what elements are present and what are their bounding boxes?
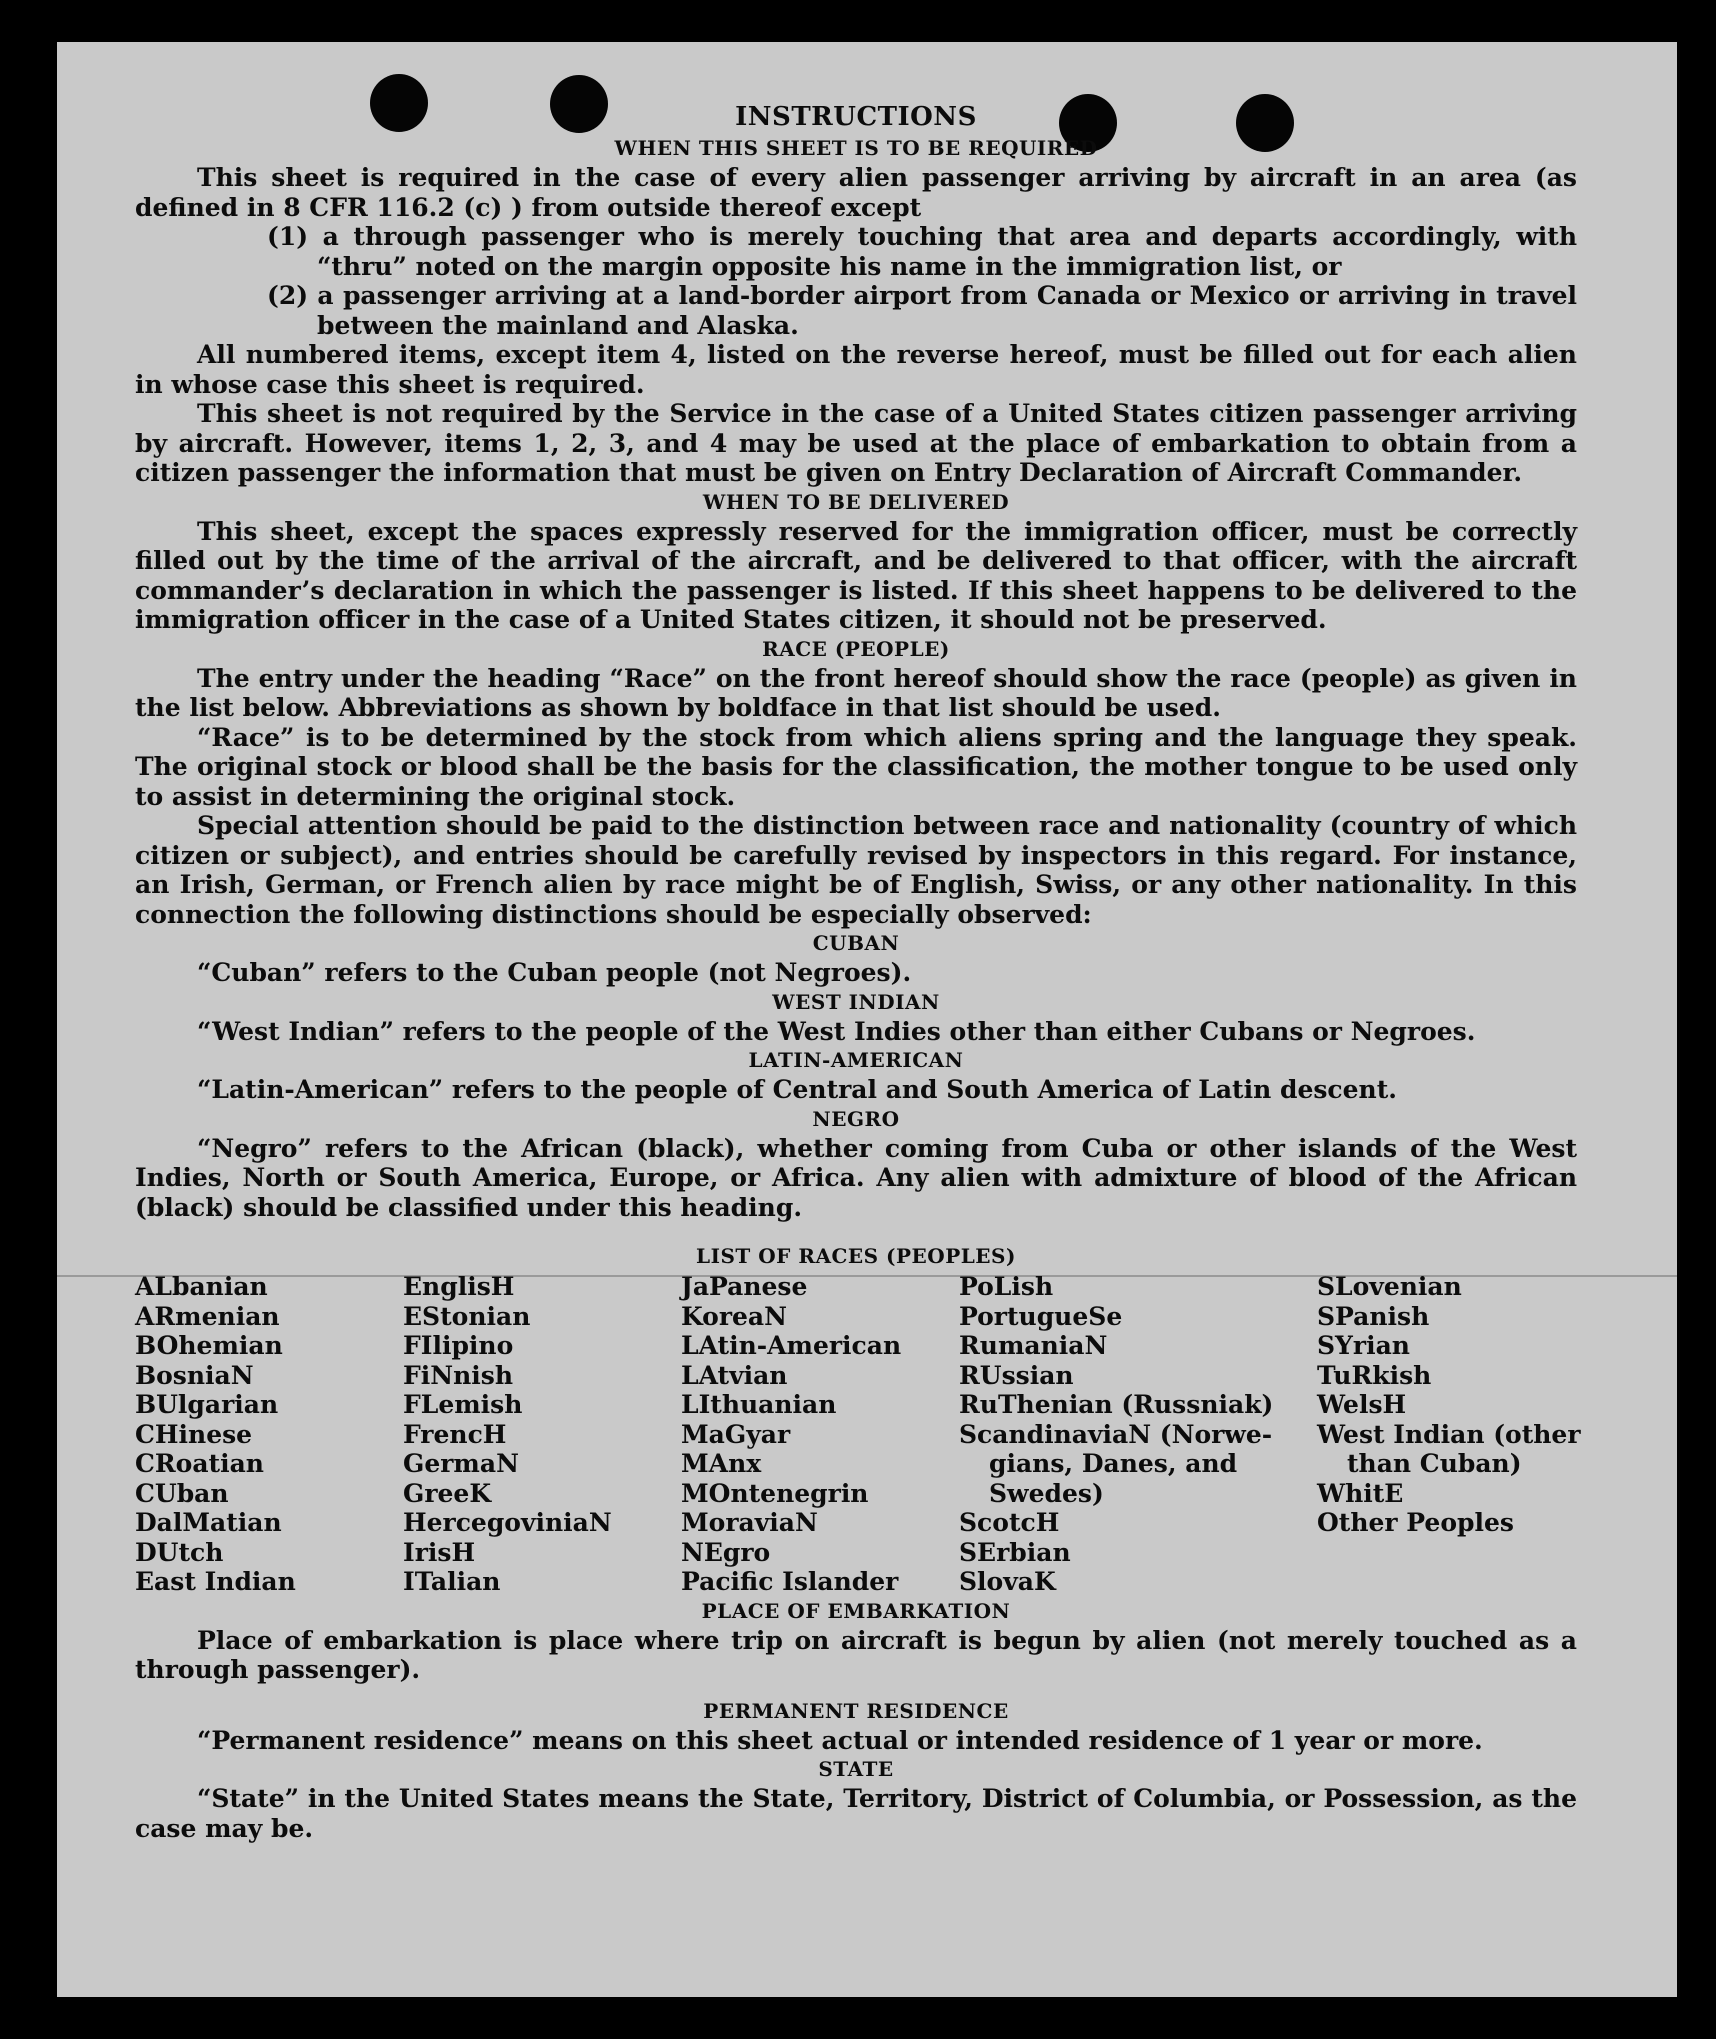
race-entry: LAtin-American [681,1331,902,1360]
race-entry: EnglisH [403,1272,515,1301]
race-entry: BOhemian [135,1331,283,1360]
instructions-body [135,102,1581,1843]
paragraph: “Permanent residence” means on this sheet actual or intended residence of 1 year or more. [197,1725,1483,1755]
race-entry: MoraviaN [681,1508,818,1537]
race-entry: TuRkish [1317,1360,1432,1390]
document-page [57,42,1677,1997]
race-entry: ScandinaviaN (Norwe- [959,1419,1273,1449]
race-entry: Pacific Islander [681,1567,899,1596]
race-entry: MOntenegrin [681,1478,869,1508]
race-entry: PoLish [959,1272,1054,1301]
race-entry: Swedes) [989,1478,1104,1508]
section-heading: WHEN TO BE DELIVERED [702,489,1010,514]
list-item: (1) a through passenger who is merely touching that area and departs accordingly, with “thru” noted on the margin opposite his name in the immigration list, or [267,222,1577,281]
race-entry: IrisH [403,1537,476,1567]
race-entry: MAnx [681,1449,762,1478]
race-entry: DUtch [135,1537,224,1567]
race-entry: GermaN [403,1449,519,1478]
races-column [959,1272,1299,1597]
section-heading: PERMANENT RESIDENCE [703,1698,1009,1723]
race-entry: NEgro [681,1537,771,1567]
race-entry: ScotcH [959,1508,1060,1537]
race-entry: Other Peoples [1317,1508,1514,1537]
races-column [135,1272,385,1597]
race-entry: WhitE [1317,1478,1404,1508]
section-heading: NEGRO [812,1106,900,1131]
section-heading: PLACE OF EMBARKATION [701,1598,1011,1623]
race-entry: EStonian [403,1301,531,1331]
race-entry: WelsH [1317,1390,1407,1419]
race-entry: PortugueSe [959,1301,1123,1331]
race-entry: ARmenian [135,1301,280,1331]
races-column [681,1272,941,1597]
section-heading: LATIN-AMERICAN [748,1048,964,1072]
paragraph: “Negro” refers to the African (black), whether coming from Cuba or other islands of the West Indies, North or South America, Europe, or Africa. Any alien with admixture of blood of the African (black) should be classified under this heading. [135,1133,1577,1222]
race-entry: East Indian [135,1567,296,1596]
race-entry: RUssian [959,1360,1074,1390]
race-entry: CUban [135,1478,229,1508]
race-entry: RuThenian (Russniak) [959,1390,1274,1419]
race-entry: RumaniaN [959,1331,1108,1360]
race-entry: GreeK [403,1478,492,1508]
race-entry: FIlipino [403,1331,514,1360]
paragraph: This sheet is not required by the Service in the case of a United States citizen passenger arriving by aircraft. However, items 1, 2, 3, and 4 may be used at the place of embarkation to obtain from a citizen passenger the information that must be given on Entry Declaration of Aircraft Commander. [135,399,1577,487]
race-entry: West Indian (other [1317,1419,1581,1449]
paragraph: “Cuban” refers to the Cuban people (not Negroes). [197,958,912,987]
paragraph: “Latin-American” refers to the people of Central and South America of Latin descent. [197,1075,1397,1104]
race-entry: LIthuanian [681,1390,837,1419]
paragraph: All numbered items, except item 4, listed on the reverse hereof, must be filled out for each alien in whose case this sheet is required. [135,340,1577,399]
section-heading: RACE (PEOPLE) [762,636,950,661]
page-title: INSTRUCTIONS [735,102,977,132]
race-entry: JaPanese [681,1272,808,1301]
paragraph: “State” in the United States means the State, Territory, District of Columbia, or Possession, as the case may be. [135,1784,1577,1843]
race-entry: SPanish [1317,1301,1430,1331]
paragraph: “Race” is to be determined by the stock from which aliens spring and the language they speak. The original stock or blood shall be the basis for the classification, the mother tongue to be used only to assist in determining the original stock. [135,722,1577,811]
section-heading: WEST INDIAN [772,989,940,1014]
race-entry: LAtvian [681,1360,788,1390]
race-entry: SYrian [1317,1331,1410,1360]
race-entry: CRoatian [135,1449,264,1478]
race-entry: gians, Danes, and [989,1449,1238,1478]
races-column [403,1272,663,1597]
race-entry: DalMatian [135,1508,282,1537]
paragraph: The entry under the heading “Race” on the front hereof should show the race (people) as given in the list below. Abbreviations as shown by boldface in that list should be used. [135,663,1577,722]
race-entry: BUlgarian [135,1390,279,1419]
race-entry: BosniaN [135,1360,254,1390]
race-entry: CHinese [135,1419,253,1449]
paragraph: “West Indian” refers to the people of the West Indies other than either Cubans or Negroes. [197,1016,1476,1046]
section-heading: LIST OF RACES (PEOPLES) [696,1244,1016,1268]
race-entry: KoreaN [681,1301,787,1331]
race-entry: SlovaK [959,1567,1056,1596]
section-heading: CUBAN [812,931,900,955]
race-entry: HercegoviniaN [403,1508,612,1537]
races-list [135,1272,1581,1597]
section-heading: WHEN THIS SHEET IS TO BE REQUIRED [614,136,1098,160]
paragraph: This sheet is required in the case of every alien passenger arriving by aircraft in an area (as defined in 8 CFR 116.2 (c) ) from outside thereof except [135,163,1577,222]
races-column [1317,1272,1581,1597]
race-entry: ITalian [403,1567,501,1596]
race-entry: FLemish [403,1390,523,1419]
race-entry: than Cuban) [1347,1449,1522,1478]
paragraph: Special attention should be paid to the distinction between race and nationality (country of which citizen or subject), and entries should be carefully revised by inspectors in this regard. For instance, an Irish, German, or French alien by race might be of English, Swiss, or any other nationality. In this connection the following distinctions should be especially observed: [135,811,1577,929]
section-heading: STATE [818,1757,894,1781]
paragraph: Place of embarkation is place where trip on aircraft is begun by alien (not merely touched as a through passenger). [135,1625,1577,1684]
race-entry: FrencH [403,1419,507,1449]
race-entry: SErbian [959,1537,1071,1567]
list-item: (2) a passenger arriving at a land-border airport from Canada or Mexico or arriving in travel between the mainland and Alaska. [267,281,1577,340]
race-entry: ALbanian [135,1272,268,1301]
paragraph: This sheet, except the spaces expressly reserved for the immigration officer, must be correctly filled out by the time of the arrival of the aircraft, and be delivered to that officer, with the aircraft commander’s declaration in which the passenger is listed. If this sheet happens to be delivered to the immigration officer in the case of a United States citizen, it should not be preserved. [135,516,1577,634]
race-entry: MaGyar [681,1419,791,1449]
race-entry: SLovenian [1317,1272,1462,1301]
race-entry: FiNnish [403,1360,514,1390]
